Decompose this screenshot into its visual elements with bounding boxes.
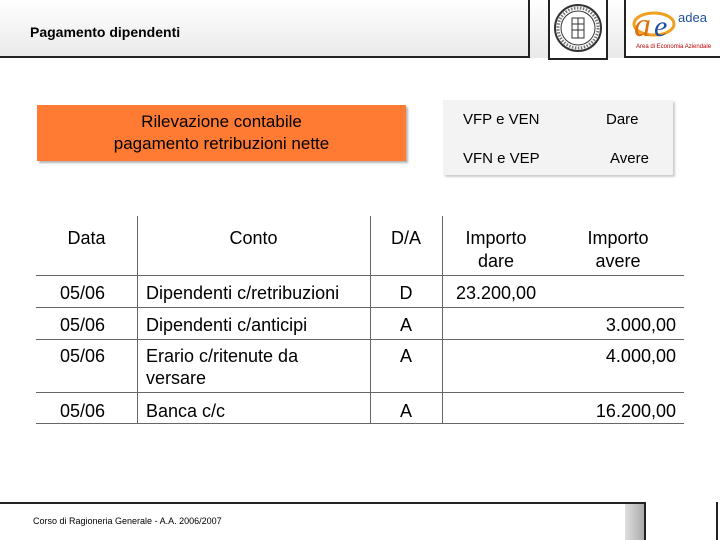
header-importo-dare-line2: dare — [477, 251, 515, 271]
header-importo-avere-line2: avere — [595, 251, 641, 271]
row-divider — [36, 307, 684, 308]
entry-title-line2: pagamento retribuzioni nette — [113, 134, 330, 153]
cell-conto: Banca c/c — [146, 401, 226, 421]
header-importo-avere — [562, 227, 674, 273]
seal-icon — [550, 0, 606, 56]
row-divider — [36, 275, 684, 276]
header-importo-avere-line1: Importo — [587, 228, 649, 248]
header-importo-dare-line1: Importo — [465, 228, 527, 248]
cell-da: A — [399, 401, 412, 421]
entry-title-box — [37, 105, 406, 161]
adea-logo — [624, 0, 720, 58]
logo-tagline: Area di Economia Aziendale — [636, 44, 712, 50]
cell-conto: Dipendenti c/anticipi — [146, 315, 308, 335]
legend-value: Dare — [606, 111, 639, 128]
cell-conto — [146, 345, 298, 389]
cell-conto-line1: Erario c/ritenute da — [146, 346, 299, 366]
cell-da: A — [399, 346, 412, 366]
entry-title-line1: Rilevazione contabile — [141, 112, 302, 131]
header-title-box — [0, 0, 530, 58]
cell-data: 05/06 — [60, 315, 106, 335]
cell-conto-line2: versare — [146, 368, 207, 388]
adea-logo-icon — [626, 0, 718, 44]
legend-label: VFP e VEN — [463, 111, 540, 128]
cell-avere: 16.200,00 — [595, 401, 676, 421]
svg-text:adea: adea — [678, 10, 707, 25]
footer-accent — [625, 504, 644, 540]
page-title: Pagamento dipendenti — [30, 24, 181, 40]
cell-conto: Dipendenti c/retribuzioni — [146, 283, 340, 303]
legend-value: Avere — [610, 150, 649, 167]
row-divider — [36, 392, 684, 393]
university-seal — [548, 0, 608, 60]
cell-avere: 4.000,00 — [605, 346, 676, 366]
header-data: Data — [67, 228, 106, 248]
header-da: D/A — [390, 228, 421, 248]
header-importo-dare — [442, 227, 550, 273]
cell-da: A — [399, 315, 412, 335]
cell-dare: 23.200,00 — [456, 283, 537, 303]
svg-text:e: e — [654, 10, 668, 43]
cell-data: 05/06 — [60, 346, 106, 366]
row-divider — [36, 423, 684, 424]
row-divider — [36, 339, 684, 340]
cell-data: 05/06 — [60, 283, 106, 303]
cell-data: 05/06 — [60, 401, 106, 421]
cell-avere: 3.000,00 — [605, 315, 676, 335]
svg-text:a: a — [634, 7, 651, 44]
legend-label: VFN e VEP — [463, 150, 540, 167]
cell-da: D — [399, 283, 413, 303]
header-conto: Conto — [229, 228, 278, 248]
footer-divider — [716, 502, 718, 540]
footer-text: Corso di Ragioneria Generale - A.A. 2006/2007 — [33, 516, 222, 526]
